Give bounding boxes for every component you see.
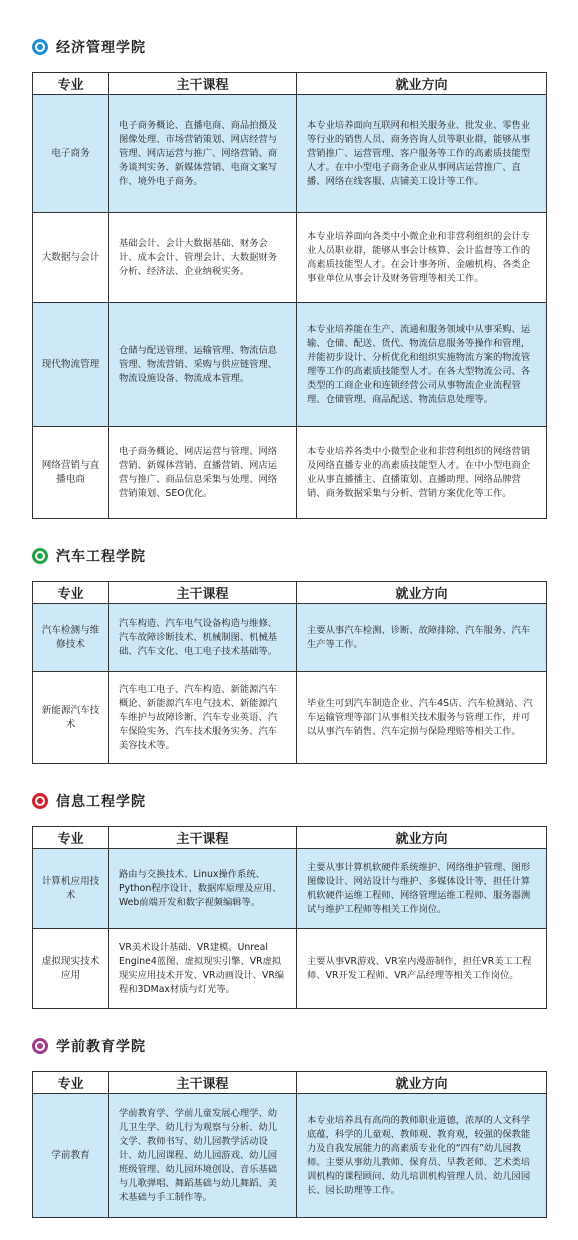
career-text: 本专业培养面向各类中小微企业和非营利组织的会计专业人员职业群，能够从事会计核算、会计监督等工作的高素质技能型人才。在会计事务所、金融机构、各类企事业单位从事会计及财务管理等相关工作。	[297, 213, 547, 303]
table-row	[33, 213, 547, 303]
major-name: 新能源汽车技术	[33, 672, 109, 764]
courses-text: 汽车电工电子、汽车构造、新能源汽车概论、新能源汽车电气技术、新能源汽车维护与故障诊断、汽车专业英语、汽车保险实务、汽车技术服务实务、汽车美容技术等。	[109, 672, 297, 764]
header-major: 专业	[33, 1072, 109, 1094]
career-text: 本专业培养各类中小微型企业和非营利组织的网络营销及网络直播专业的高素质技能型人才。在中小型电商企业从事直播播主、直播策划、直播助理、网络品牌营销、商务数据采集与分析、营销方案优化等工作。	[297, 427, 547, 519]
career-text: 毕业生可到汽车制造企业、汽车4S店、汽车检测站、汽车运输管理等部门从事相关技术服务与管理工作，并可以从事汽车销售、汽车定损与保险理赔等相关工作。	[297, 672, 547, 764]
header-major: 专业	[33, 827, 109, 849]
section-automotive-engineering	[32, 545, 546, 764]
career-text: 本专业培养能在生产、流通和服务领域中从事采购、运输、仓储、配送、货代、物流信息服务等操作和管理，并能初步设计、分析优化和组织实施物流方案的物流管理等工作的高素质技能型人才。在各大型物流公司、各类型的工商企业和连锁经营公司从事物流企业流程管理、仓储管理、商品配送、物流信息处理等。	[297, 303, 547, 427]
section-title: 经济管理学院	[56, 40, 146, 56]
courses-text: 电子商务概论、直播电商、商品拍摄及图像处理、市场营销策划、网店经营与管理、网店运营与推广、网络营销、商务谈判实务、新媒体营销、电商文案写作、境外电子商务。	[109, 95, 297, 213]
major-name: 网络营销与直播电商	[33, 427, 109, 519]
section-title: 学前教育学院	[56, 1039, 146, 1055]
section-header	[32, 1035, 546, 1057]
header-career: 就业方向	[297, 1072, 547, 1094]
career-text: 本专业培养面向互联网和相关服务业、批发业、零售业等行业的销售人员、商务咨询人员等职业群，能够从事营销推广、运营管理、客户服务等工作的高素质技能型人才。在中小型电子商务企业从事网店运营推广、直播、网络在线客服、店铺美工设计等工作。	[297, 95, 547, 213]
program-table	[32, 581, 547, 764]
circle-bullet-icon	[32, 1038, 48, 1054]
table-row	[33, 849, 547, 929]
section-header	[32, 790, 546, 812]
section-title: 信息工程学院	[56, 794, 146, 810]
program-table	[32, 72, 547, 519]
header-career: 就业方向	[297, 582, 547, 604]
major-name: 学前教育	[33, 1094, 109, 1218]
career-text: 主要从事汽车检测、诊断、故障排除、汽车服务、汽车生产等工作。	[297, 604, 547, 672]
header-courses: 主干课程	[109, 73, 297, 95]
header-courses: 主干课程	[109, 1072, 297, 1094]
major-name: 大数据与会计	[33, 213, 109, 303]
courses-text: 路由与交换技术、Linux操作系统、Python程序设计、数据库原理及应用、Web前端开发和数字视频编辑等。	[109, 849, 297, 929]
circle-bullet-icon	[32, 793, 48, 809]
header-career: 就业方向	[297, 73, 547, 95]
table-row	[33, 672, 547, 764]
section-preschool-education	[32, 1035, 546, 1218]
career-text: 主要从事VR游戏、VR室内漫游制作，担任VR美工工程师、VR开发工程师、VR产品经理等相关工作岗位。	[297, 929, 547, 1009]
major-name: 汽车检测与维修技术	[33, 604, 109, 672]
courses-text: 基础会计、会计大数据基础、财务会计、成本会计、管理会计、大数据财务分析、经济法、企业纳税实务。	[109, 213, 297, 303]
major-name: 现代物流管理	[33, 303, 109, 427]
major-name: 虚拟现实技术应用	[33, 929, 109, 1009]
section-header	[32, 36, 546, 58]
header-courses: 主干课程	[109, 827, 297, 849]
table-row	[33, 604, 547, 672]
table-row	[33, 929, 547, 1009]
courses-text: VR美术设计基础、VR建模、Unreal Engine4蓝图、虚拟现实引擎、VR虚拟现实应用技术开发、VR动画设计、VR编程和3DMax材质与灯光等。	[109, 929, 297, 1009]
program-table	[32, 826, 547, 1009]
courses-text: 汽车构造、汽车电气设备构造与维修、汽车故障诊断技术、机械制图、机械基础、汽车文化、电工电子技术基础等。	[109, 604, 297, 672]
section-information-engineering	[32, 790, 546, 1009]
program-table	[32, 1071, 547, 1218]
major-name: 电子商务	[33, 95, 109, 213]
circle-bullet-icon	[32, 39, 48, 55]
courses-text: 电子商务概论、网店运营与管理、网络营销、新媒体营销、直播营销、网店运营与推广、商品信息采集与处理、网络营销策划、SEO优化。	[109, 427, 297, 519]
table-row	[33, 303, 547, 427]
section-header	[32, 545, 546, 567]
header-courses: 主干课程	[109, 582, 297, 604]
courses-text: 学前教育学、学前儿童发展心理学、幼儿卫生学、幼儿行为观察与分析、幼儿文学、教师书写、幼儿园教学活动设计、幼儿园课程、幼儿园游戏、幼儿园班级管理、幼儿园环境创设、音乐基础与儿歌弹唱、舞蹈基础与幼儿舞蹈、美术基础与手工制作等。	[109, 1094, 297, 1218]
career-text: 本专业培养具有高尚的教师职业道德，浓厚的人文科学底蕴，科学的儿童观、教师观、教育观，较强的保教能力及自我发展能力的高素质专业化的“四有”幼儿园教师。主要从事幼儿教师、保育员、早教老师、艺术类培训机构的课程顾问、幼儿培训机构管理人员、幼儿园园长、园长助理等工作。	[297, 1094, 547, 1218]
courses-text: 仓储与配送管理、运输管理、物流信息管理、物流营销、采购与供应链管理、物流设施设备、物流成本管理。	[109, 303, 297, 427]
header-major: 专业	[33, 73, 109, 95]
header-career: 就业方向	[297, 827, 547, 849]
section-economics-management	[32, 36, 546, 519]
table-row	[33, 95, 547, 213]
career-text: 主要从事计算机软硬件系统维护、网络维护管理、图形图像设计、网站设计与维护、多媒体设计等，担任计算机软硬件运维工程师、网络管理运维工程师、服务器测试与维护工程师等相关工作岗位。	[297, 849, 547, 929]
header-major: 专业	[33, 582, 109, 604]
table-row	[33, 1094, 547, 1218]
table-row	[33, 427, 547, 519]
major-name: 计算机应用技术	[33, 849, 109, 929]
circle-bullet-icon	[32, 548, 48, 564]
section-title: 汽车工程学院	[56, 549, 146, 565]
